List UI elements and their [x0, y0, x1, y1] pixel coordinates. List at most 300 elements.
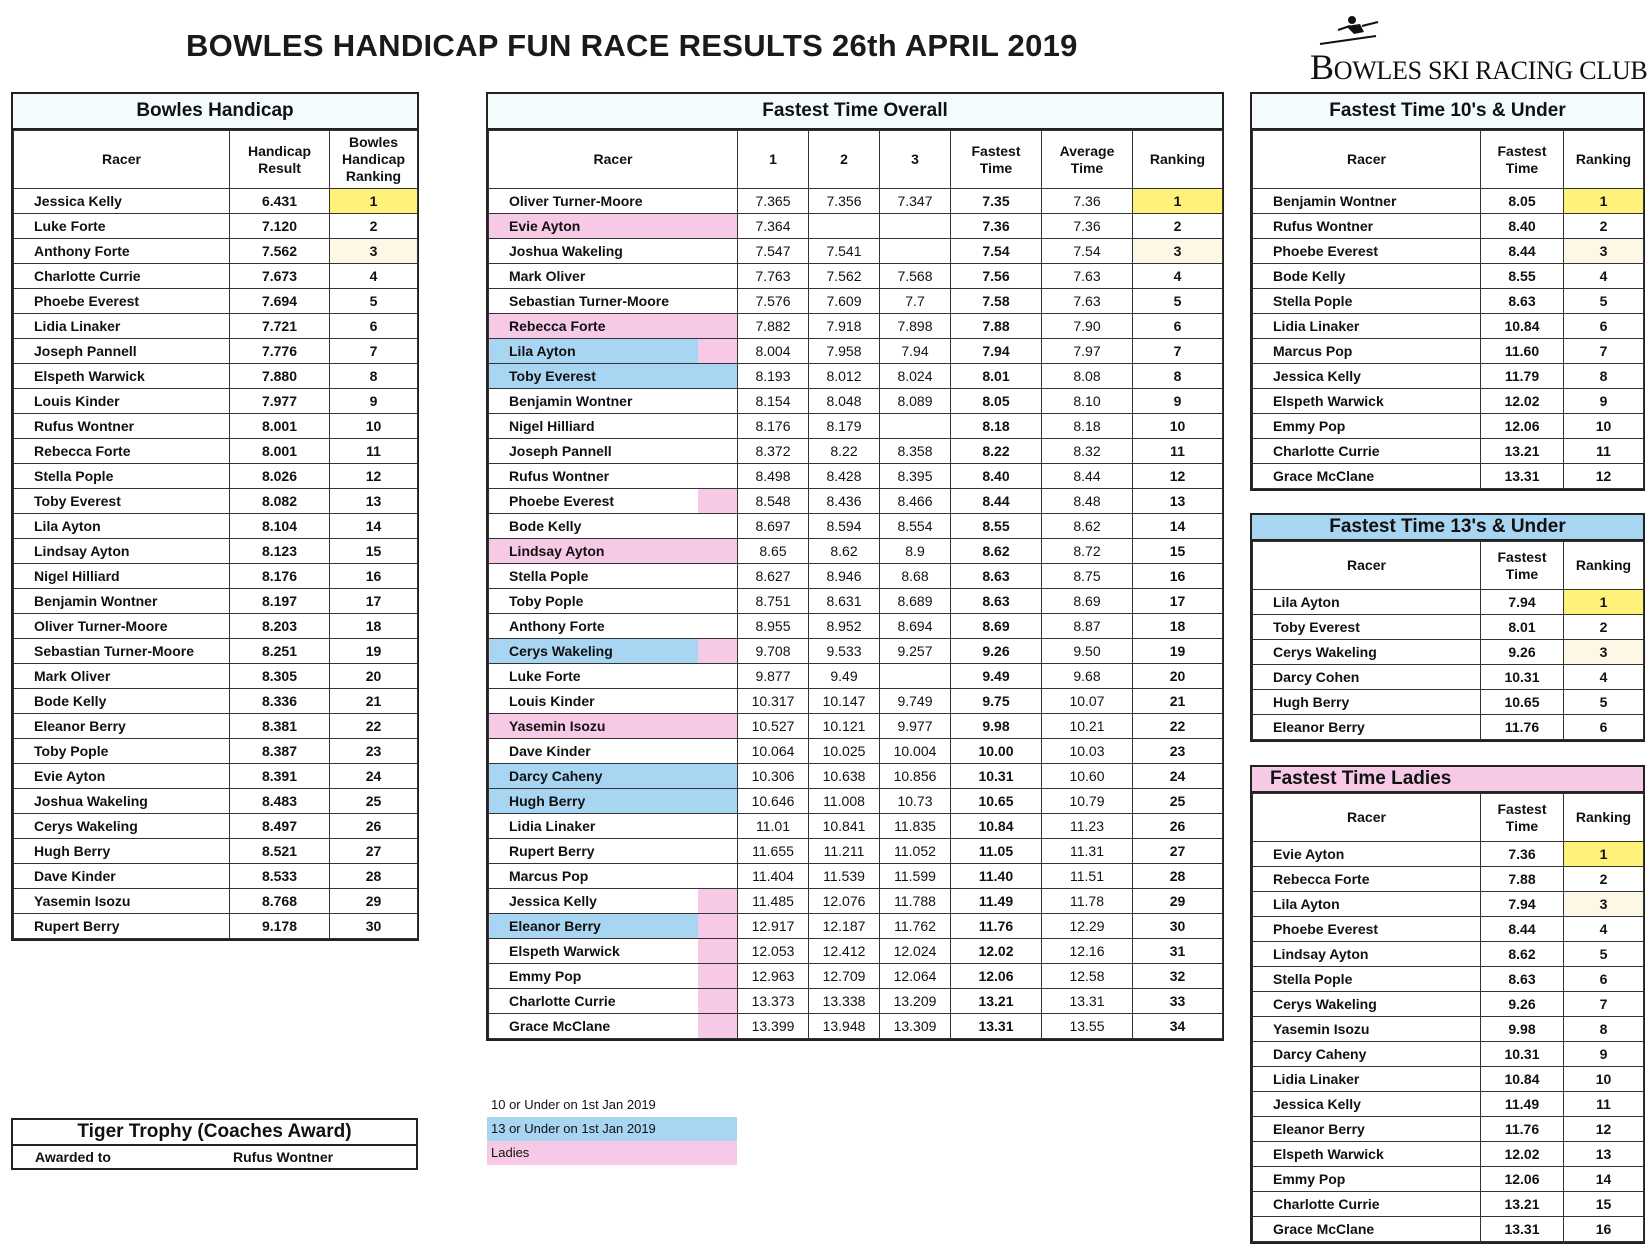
fastest-time: 8.44 [951, 489, 1042, 514]
run-1-time: 13.399 [738, 1014, 809, 1039]
ranking: 12 [1564, 1117, 1644, 1142]
fastest-time: 8.63 [1481, 967, 1564, 992]
run-1-time: 7.576 [738, 289, 809, 314]
run-1-time: 12.053 [738, 939, 809, 964]
racer-name: Hugh Berry [489, 789, 738, 814]
fastest-time: 8.63 [951, 564, 1042, 589]
thirteens-panel [1250, 513, 1645, 742]
racer-name: Cerys Wakeling [14, 814, 230, 839]
tens-table [1252, 130, 1644, 489]
handicap-ranking: 9 [330, 389, 418, 414]
racer-name: Mark Oliver [14, 664, 230, 689]
average-time: 7.54 [1042, 239, 1133, 264]
table-row [489, 589, 1223, 614]
header-ranking: Ranking [1564, 794, 1644, 842]
table-row [489, 864, 1223, 889]
run-1-time: 10.646 [738, 789, 809, 814]
run-1-time: 7.547 [738, 239, 809, 264]
ranking: 27 [1133, 839, 1223, 864]
fastest-time: 12.06 [1481, 414, 1564, 439]
run-3-time: 11.052 [880, 839, 951, 864]
racer-name: Lila Ayton [1253, 590, 1481, 615]
fastest-time: 9.26 [951, 639, 1042, 664]
average-time: 8.18 [1042, 414, 1133, 439]
run-3-time: 8.694 [880, 614, 951, 639]
overall-title: Fastest Time Overall [488, 94, 1222, 130]
table-row [14, 764, 418, 789]
average-time: 10.60 [1042, 764, 1133, 789]
handicap-result: 8.381 [230, 714, 330, 739]
racer-name: Joshua Wakeling [14, 789, 230, 814]
average-time: 8.44 [1042, 464, 1133, 489]
table-row [1253, 389, 1644, 414]
table-row [489, 489, 1223, 514]
run-2-time: 11.008 [809, 789, 880, 814]
ranking: 7 [1564, 992, 1644, 1017]
fastest-time: 7.36 [951, 214, 1042, 239]
ranking: 2 [1564, 867, 1644, 892]
average-time: 9.68 [1042, 664, 1133, 689]
racer-name: Jessica Kelly [1253, 1092, 1481, 1117]
handicap-result: 8.197 [230, 589, 330, 614]
table-row [489, 339, 1223, 364]
racer-name: Lila Ayton [489, 339, 738, 364]
tiger-trophy-panel [11, 1118, 418, 1170]
table-row [14, 464, 418, 489]
fastest-time: 7.88 [1481, 867, 1564, 892]
ranking: 13 [1133, 489, 1223, 514]
table-row [14, 589, 418, 614]
ranking: 1 [1564, 189, 1644, 214]
fastest-time: 8.18 [951, 414, 1042, 439]
ladies-table [1252, 793, 1644, 1242]
run-1-time: 8.193 [738, 364, 809, 389]
racer-name: Oliver Turner-Moore [489, 189, 738, 214]
racer-name: Toby Pople [489, 589, 738, 614]
run-3-time [880, 214, 951, 239]
legend-item-13-under: 13 or Under on 1st Jan 2019 [487, 1117, 737, 1141]
racer-name: Toby Pople [14, 739, 230, 764]
handicap-result: 7.562 [230, 239, 330, 264]
fastest-time: 8.44 [1481, 239, 1564, 264]
racer-name: Stella Pople [14, 464, 230, 489]
run-2-time: 13.948 [809, 1014, 880, 1039]
handicap-ranking: 17 [330, 589, 418, 614]
table-row [14, 264, 418, 289]
ranking: 34 [1133, 1014, 1223, 1039]
table-row [14, 614, 418, 639]
handicap-ranking: 15 [330, 539, 418, 564]
table-row [1253, 239, 1644, 264]
table-row [489, 814, 1223, 839]
table-row [1253, 1117, 1644, 1142]
run-2-time: 7.356 [809, 189, 880, 214]
run-3-time: 8.554 [880, 514, 951, 539]
trophy-label: Awarded to [35, 1149, 111, 1165]
fastest-time: 7.56 [951, 264, 1042, 289]
ranking: 18 [1133, 614, 1223, 639]
run-3-time: 11.599 [880, 864, 951, 889]
run-2-time: 8.048 [809, 389, 880, 414]
table-row [1253, 867, 1644, 892]
ranking: 7 [1564, 339, 1644, 364]
run-3-time [880, 414, 951, 439]
run-3-time: 9.257 [880, 639, 951, 664]
handicap-result: 8.521 [230, 839, 330, 864]
run-3-time: 8.395 [880, 464, 951, 489]
logo-text: BOWLES SKI RACING CLUB [1310, 47, 1648, 87]
run-3-time: 12.024 [880, 939, 951, 964]
ranking: 4 [1133, 264, 1223, 289]
handicap-ranking: 26 [330, 814, 418, 839]
header-racer: Racer [1253, 131, 1481, 189]
average-time: 8.72 [1042, 539, 1133, 564]
table-row [489, 739, 1223, 764]
club-logo [1310, 14, 1648, 87]
racer-name: Oliver Turner-Moore [14, 614, 230, 639]
fastest-time: 13.31 [951, 1014, 1042, 1039]
handicap-ranking: 24 [330, 764, 418, 789]
fastest-time: 10.31 [1481, 665, 1564, 690]
ranking: 4 [1564, 917, 1644, 942]
average-time: 8.08 [1042, 364, 1133, 389]
fastest-time: 8.63 [951, 589, 1042, 614]
racer-name: Darcy Caheny [489, 764, 738, 789]
fastest-time: 13.21 [951, 989, 1042, 1014]
average-time: 11.51 [1042, 864, 1133, 889]
table-row [489, 939, 1223, 964]
handicap-ranking: 7 [330, 339, 418, 364]
ranking: 23 [1133, 739, 1223, 764]
fastest-time: 11.49 [1481, 1092, 1564, 1117]
table-row [1253, 189, 1644, 214]
fastest-time: 12.02 [1481, 389, 1564, 414]
handicap-ranking: 23 [330, 739, 418, 764]
run-3-time: 10.73 [880, 789, 951, 814]
run-1-time: 10.306 [738, 764, 809, 789]
racer-name: Hugh Berry [14, 839, 230, 864]
ranking: 12 [1564, 464, 1644, 489]
table-row [14, 864, 418, 889]
table-row [1253, 640, 1644, 665]
run-1-time: 9.708 [738, 639, 809, 664]
table-row [489, 314, 1223, 339]
ranking: 16 [1133, 564, 1223, 589]
handicap-result: 8.533 [230, 864, 330, 889]
racer-name: Elspeth Warwick [489, 939, 738, 964]
ranking: 9 [1564, 1042, 1644, 1067]
table-row [1253, 289, 1644, 314]
racer-name: Eleanor Berry [1253, 715, 1481, 740]
fastest-time: 9.98 [1481, 1017, 1564, 1042]
fastest-time: 13.21 [1481, 1192, 1564, 1217]
ranking: 1 [1564, 590, 1644, 615]
ranking: 28 [1133, 864, 1223, 889]
header-ranking: Ranking [1564, 131, 1644, 189]
run-1-time: 11.404 [738, 864, 809, 889]
table-row [14, 214, 418, 239]
thirteens-title: Fastest Time 13's & Under [1252, 515, 1643, 541]
run-2-time: 10.025 [809, 739, 880, 764]
run-2-time: 10.841 [809, 814, 880, 839]
run-1-time: 8.751 [738, 589, 809, 614]
run-2-time: 8.594 [809, 514, 880, 539]
racer-name: Rupert Berry [14, 914, 230, 939]
handicap-result: 8.001 [230, 414, 330, 439]
fastest-time: 11.76 [1481, 1117, 1564, 1142]
header-run-1: 1 [738, 131, 809, 189]
ranking: 1 [1133, 189, 1223, 214]
run-3-time: 10.856 [880, 764, 951, 789]
table-row [1253, 314, 1644, 339]
racer-name: Phoebe Everest [14, 289, 230, 314]
ranking: 26 [1133, 814, 1223, 839]
run-2-time: 11.539 [809, 864, 880, 889]
table-row [14, 489, 418, 514]
tens-title: Fastest Time 10's & Under [1252, 94, 1643, 130]
table-row [489, 639, 1223, 664]
ladies-title: Fastest Time Ladies [1252, 767, 1643, 793]
run-1-time: 13.373 [738, 989, 809, 1014]
fastest-time: 8.69 [951, 614, 1042, 639]
run-1-time: 10.317 [738, 689, 809, 714]
racer-name: Phoebe Everest [1253, 917, 1481, 942]
fastest-time: 11.40 [951, 864, 1042, 889]
run-1-time: 7.364 [738, 214, 809, 239]
run-2-time: 9.533 [809, 639, 880, 664]
header-racer: Racer [14, 131, 230, 189]
racer-name: Emmy Pop [489, 964, 738, 989]
racer-name: Rufus Wontner [14, 414, 230, 439]
handicap-result: 8.001 [230, 439, 330, 464]
run-3-time: 8.466 [880, 489, 951, 514]
handicap-ranking: 1 [330, 189, 418, 214]
ranking: 5 [1564, 690, 1644, 715]
handicap-result: 9.178 [230, 914, 330, 939]
table-row [489, 289, 1223, 314]
racer-name: Yasemin Isozu [14, 889, 230, 914]
racer-name: Evie Ayton [14, 764, 230, 789]
racer-name: Lila Ayton [14, 514, 230, 539]
ranking: 24 [1133, 764, 1223, 789]
handicap-ranking: 30 [330, 914, 418, 939]
racer-name: Toby Everest [1253, 615, 1481, 640]
average-time: 8.69 [1042, 589, 1133, 614]
racer-name: Nigel Hilliard [489, 414, 738, 439]
average-time: 8.32 [1042, 439, 1133, 464]
racer-name: Lidia Linaker [1253, 1067, 1481, 1092]
racer-name: Charlotte Currie [489, 989, 738, 1014]
table-row [14, 339, 418, 364]
average-time: 10.21 [1042, 714, 1133, 739]
racer-name: Evie Ayton [489, 214, 738, 239]
handicap-result: 7.977 [230, 389, 330, 414]
table-row [1253, 1142, 1644, 1167]
run-1-time: 12.963 [738, 964, 809, 989]
ranking: 11 [1133, 439, 1223, 464]
average-time: 7.36 [1042, 189, 1133, 214]
run-2-time: 9.49 [809, 664, 880, 689]
handicap-result: 8.336 [230, 689, 330, 714]
ranking: 14 [1133, 514, 1223, 539]
run-2-time: 12.709 [809, 964, 880, 989]
ranking: 31 [1133, 939, 1223, 964]
handicap-ranking: 12 [330, 464, 418, 489]
racer-name: Eleanor Berry [1253, 1117, 1481, 1142]
thirteens-table [1252, 541, 1644, 740]
run-2-time: 8.946 [809, 564, 880, 589]
run-3-time: 8.9 [880, 539, 951, 564]
ranking: 17 [1133, 589, 1223, 614]
fastest-time: 9.49 [951, 664, 1042, 689]
table-row [489, 714, 1223, 739]
run-3-time: 12.064 [880, 964, 951, 989]
average-time: 7.97 [1042, 339, 1133, 364]
ranking: 5 [1133, 289, 1223, 314]
handicap-result: 7.776 [230, 339, 330, 364]
handicap-panel [11, 92, 419, 941]
fastest-time: 7.35 [951, 189, 1042, 214]
racer-name: Jessica Kelly [1253, 364, 1481, 389]
table-row [1253, 615, 1644, 640]
handicap-result: 8.082 [230, 489, 330, 514]
run-1-time: 7.365 [738, 189, 809, 214]
run-3-time: 9.977 [880, 714, 951, 739]
handicap-ranking: 2 [330, 214, 418, 239]
ranking: 22 [1133, 714, 1223, 739]
handicap-result: 8.768 [230, 889, 330, 914]
fastest-time: 11.60 [1481, 339, 1564, 364]
run-1-time: 8.498 [738, 464, 809, 489]
racer-name: Anthony Forte [14, 239, 230, 264]
racer-name: Cerys Wakeling [1253, 992, 1481, 1017]
fastest-time: 13.21 [1481, 439, 1564, 464]
average-time: 8.87 [1042, 614, 1133, 639]
average-time: 11.31 [1042, 839, 1133, 864]
table-row [1253, 1217, 1644, 1242]
table-row [1253, 942, 1644, 967]
run-3-time: 13.309 [880, 1014, 951, 1039]
run-3-time: 11.788 [880, 889, 951, 914]
racer-name: Yasemin Isozu [489, 714, 738, 739]
average-time: 10.03 [1042, 739, 1133, 764]
handicap-result: 8.104 [230, 514, 330, 539]
average-time: 7.63 [1042, 289, 1133, 314]
racer-name: Benjamin Wontner [489, 389, 738, 414]
handicap-ranking: 25 [330, 789, 418, 814]
racer-name: Benjamin Wontner [1253, 189, 1481, 214]
table-row [1253, 892, 1644, 917]
table-row [14, 289, 418, 314]
table-row [1253, 1192, 1644, 1217]
ranking: 12 [1133, 464, 1223, 489]
run-1-time: 8.004 [738, 339, 809, 364]
fastest-time: 12.06 [1481, 1167, 1564, 1192]
racer-name: Grace McClane [489, 1014, 738, 1039]
handicap-result: 8.483 [230, 789, 330, 814]
handicap-ranking: 16 [330, 564, 418, 589]
run-1-time: 7.763 [738, 264, 809, 289]
run-2-time: 7.958 [809, 339, 880, 364]
racer-name: Lindsay Ayton [14, 539, 230, 564]
handicap-result: 8.387 [230, 739, 330, 764]
run-3-time: 7.7 [880, 289, 951, 314]
ranking: 3 [1564, 640, 1644, 665]
ranking: 11 [1564, 1092, 1644, 1117]
fastest-time: 7.94 [951, 339, 1042, 364]
handicap-result: 7.673 [230, 264, 330, 289]
ranking: 4 [1564, 264, 1644, 289]
fastest-time: 10.84 [1481, 314, 1564, 339]
ranking: 6 [1564, 715, 1644, 740]
racer-name: Joseph Pannell [489, 439, 738, 464]
fastest-time: 7.94 [1481, 892, 1564, 917]
fastest-time: 8.01 [1481, 615, 1564, 640]
racer-name: Rebecca Forte [14, 439, 230, 464]
table-row [489, 389, 1223, 414]
header-handicap-result: Handicap Result [230, 131, 330, 189]
run-3-time: 8.358 [880, 439, 951, 464]
run-2-time: 8.436 [809, 489, 880, 514]
ranking: 8 [1564, 364, 1644, 389]
handicap-ranking: 10 [330, 414, 418, 439]
legend-item-10-under: 10 or Under on 1st Jan 2019 [491, 1097, 656, 1112]
fastest-time: 7.54 [951, 239, 1042, 264]
table-row [14, 914, 418, 939]
table-row [489, 664, 1223, 689]
table-row [489, 189, 1223, 214]
handicap-ranking: 20 [330, 664, 418, 689]
racer-name: Elspeth Warwick [14, 364, 230, 389]
fastest-time: 8.62 [1481, 942, 1564, 967]
racer-name: Benjamin Wontner [14, 589, 230, 614]
run-3-time: 7.347 [880, 189, 951, 214]
run-3-time [880, 664, 951, 689]
table-row [489, 614, 1223, 639]
average-time: 7.63 [1042, 264, 1133, 289]
ranking: 9 [1564, 389, 1644, 414]
handicap-result: 7.694 [230, 289, 330, 314]
table-row [14, 739, 418, 764]
run-1-time: 11.485 [738, 889, 809, 914]
handicap-ranking: 11 [330, 439, 418, 464]
ranking: 11 [1564, 439, 1644, 464]
racer-name: Lidia Linaker [1253, 314, 1481, 339]
fastest-time: 7.58 [951, 289, 1042, 314]
table-row [14, 364, 418, 389]
ranking: 4 [1564, 665, 1644, 690]
fastest-time: 9.75 [951, 689, 1042, 714]
average-time: 7.36 [1042, 214, 1133, 239]
table-row [14, 639, 418, 664]
ranking: 3 [1564, 892, 1644, 917]
table-row [1253, 1067, 1644, 1092]
fastest-time: 9.26 [1481, 640, 1564, 665]
average-time: 12.29 [1042, 914, 1133, 939]
table-row [489, 414, 1223, 439]
racer-name: Sebastian Turner-Moore [489, 289, 738, 314]
fastest-time: 12.02 [951, 939, 1042, 964]
racer-name: Phoebe Everest [489, 489, 738, 514]
average-time: 13.55 [1042, 1014, 1133, 1039]
racer-name: Stella Pople [1253, 289, 1481, 314]
ranking: 21 [1133, 689, 1223, 714]
run-2-time: 7.541 [809, 239, 880, 264]
handicap-ranking: 21 [330, 689, 418, 714]
fastest-time: 9.26 [1481, 992, 1564, 1017]
run-2-time: 12.076 [809, 889, 880, 914]
racer-name: Sebastian Turner-Moore [14, 639, 230, 664]
